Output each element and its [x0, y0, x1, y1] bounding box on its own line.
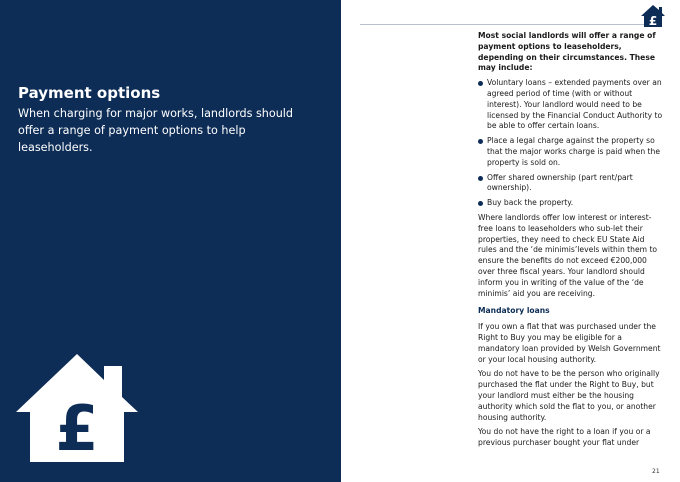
house-pound-icon: [640, 4, 666, 28]
list-item: [478, 136, 663, 168]
list-item: [478, 198, 663, 209]
list-item: [478, 173, 663, 195]
list-item-text: Voluntary loans – extended payments over an agreed period of time (with or without interest). Your landlord would need to be licensed by the Financial Conduct Authority to be able to offer certain loans.: [487, 78, 663, 131]
intro-paragraph: Most social landlords will offer a range of payment options to leaseholders, depending on their circumstances. These may include:: [478, 31, 656, 73]
page-number: 21: [652, 468, 660, 475]
state-aid-paragraph: Where landlords offer low interest or interest-free loans to leaseholders who sub-let their properties, they need to check EU State Aid rules and the ‘de minimis’levels within them to ensure the benefits do not exceed €200,000 over three fiscal years. Your landlord should inform you in writing of the value of the ‘de minimis’ aid you are receiving.: [478, 212, 658, 298]
main-content: [478, 31, 663, 453]
bullet-icon: [478, 81, 483, 86]
list-item: [478, 78, 663, 132]
header-divider: [360, 24, 657, 25]
list-item-text: Place a legal charge against the property so that the major works charge is paid when the property is sold on.: [487, 136, 661, 167]
svg-text:£: £: [648, 14, 658, 28]
eligibility-paragraph: If you own a flat that was purchased under the Right to Buy you may be eligible for a mandatory loan provided by Welsh Government or your local housing authority.: [478, 322, 661, 364]
original-purchaser-paragraph: You do not have to be the person who originally purchased the flat under the Right to Buy, but your landlord must either be the housing authority which sold the flat to you, or another housing authority.: [478, 369, 660, 422]
section-summary: When charging for major works, landlords should offer a range of payment options to help leaseholders.: [18, 107, 294, 154]
svg-text:£: £: [55, 392, 99, 464]
section-title: Payment options: [18, 84, 161, 102]
bullet-icon: [478, 139, 483, 144]
list-item-text: Offer shared ownership (part rent/part ownership).: [487, 172, 633, 193]
mandatory-loans-heading: Mandatory loans: [478, 306, 550, 316]
house-pound-icon: [14, 352, 140, 464]
bullet-icon: [478, 201, 483, 206]
no-right-paragraph: You do not have the right to a loan if you or a previous purchaser bought your flat under: [478, 427, 651, 448]
list-item-text: Buy back the property.: [487, 198, 574, 208]
bullet-icon: [478, 176, 483, 181]
